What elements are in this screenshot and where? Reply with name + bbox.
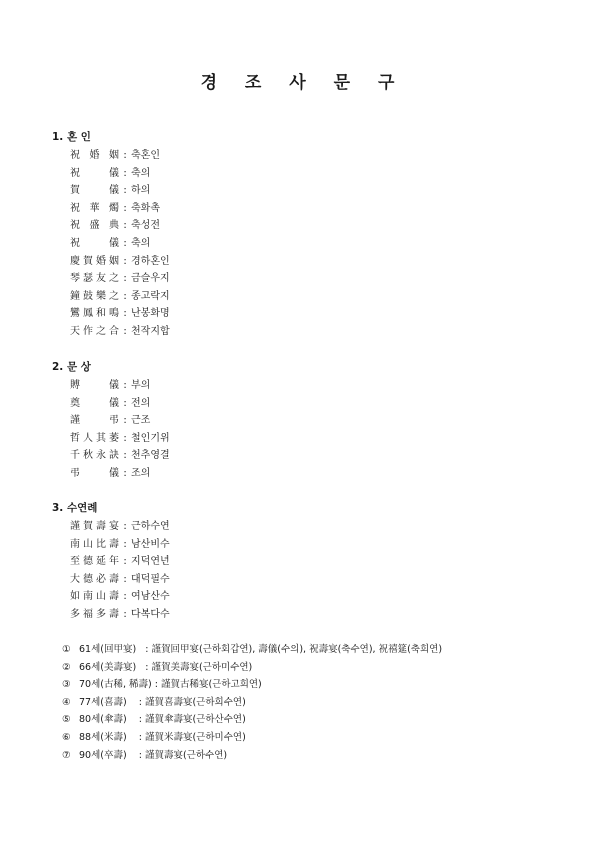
list-item [62,694,442,712]
list-item [62,711,442,729]
phrase-reading: 경하혼인 [131,255,170,267]
age-item-text: 80세(傘壽) : 謹賀傘壽宴(근하산수연) [79,714,246,726]
phrase-entry [52,395,170,413]
age-item-text: 90세(卒壽) : 謹賀壽宴(근하수연) [79,749,228,761]
separator: : [123,273,127,285]
circled-number: ⑦ [62,749,71,761]
phrase-reading: 대덕필수 [131,573,170,585]
list-item [62,729,442,747]
separator: : [123,220,127,232]
phrase-hanja: 慶賀婚姻 [70,255,119,267]
separator: : [123,237,127,249]
phrase-reading: 부의 [131,380,151,391]
phrase-entry [52,377,170,395]
separator: : [123,167,127,179]
separator: : [123,255,127,267]
age-item-text: 61세(回甲宴) : 謹賀回甲宴(근하회갑연), 壽儀(수의), 祝壽宴(축수연), 祝禧筵(축희연) [79,644,443,655]
phrase-entry [52,588,170,606]
phrase-reading: 축의 [131,237,151,249]
separator: : [123,397,127,409]
phrase-hanja: 祝儀 [70,167,119,179]
phrase-entry [52,606,170,624]
phrase-reading: 천작지합 [131,325,170,337]
age-item-text: 88세(米壽) : 謹賀米壽宴(근하미수연) [79,731,246,743]
phrase-entry [52,536,170,554]
section-wedding [52,128,170,341]
list-item [62,676,442,694]
phrase-hanja: 天作之合 [70,325,119,337]
phrase-entry [52,200,170,218]
phrase-reading: 종고락지 [131,290,170,302]
separator: : [123,308,127,320]
page-title: 경 조 사 문 구 [200,73,406,93]
separator: : [123,380,127,391]
circled-number: ② [62,661,71,673]
separator: : [123,591,127,603]
phrase-hanja: 如南山壽 [70,591,119,603]
separator: : [123,325,127,337]
section-heading: 2. 문 상 [52,361,91,373]
phrase-hanja: 賀儀 [70,185,119,197]
phrase-reading: 근조 [131,415,151,427]
separator: : [123,185,127,197]
phrase-hanja: 哲人其萎 [70,432,119,444]
phrase-hanja: 南山比壽 [70,538,119,550]
phrase-entry [52,182,170,200]
phrase-entry [52,305,170,323]
phrase-reading: 전의 [131,397,151,409]
separator: : [123,450,127,462]
phrase-hanja: 鸞鳳和鳴 [70,308,119,320]
phrase-entry [52,217,170,235]
phrase-hanja: 祝婚姻 [70,150,119,161]
phrase-hanja: 祝儀 [70,237,119,249]
circled-number: ④ [62,696,71,708]
phrase-entry [52,553,170,571]
phrase-hanja: 謹賀壽宴 [70,521,119,532]
phrase-reading: 근하수연 [131,521,170,532]
phrase-reading: 여남산수 [131,591,170,603]
separator: : [123,202,127,214]
phrase-reading: 축화촉 [131,202,160,214]
phrase-entry [52,412,170,430]
age-item-text: 66세(美壽宴) : 謹賀美壽宴(근하미수연) [79,661,253,673]
age-celebration-list [62,641,442,764]
section-condolence [52,358,170,483]
list-item [62,659,442,677]
phrase-entry [52,571,170,589]
phrase-reading: 하의 [131,185,151,197]
phrase-entry [52,147,170,165]
separator: : [123,608,127,620]
phrase-reading: 다복다수 [131,608,170,620]
phrase-entry [52,447,170,465]
phrase-reading: 축혼인 [131,150,160,161]
separator: : [123,556,127,568]
phrase-reading: 금슬우지 [131,273,170,285]
separator: : [123,573,127,585]
separator: : [123,521,127,532]
phrase-hanja: 多福多壽 [70,608,119,620]
section-longevity [52,499,170,624]
phrase-hanja: 祝盛典 [70,220,119,232]
phrase-reading: 축성전 [131,220,160,232]
phrase-entry [52,465,170,483]
phrase-hanja: 賻儀 [70,380,119,391]
separator: : [123,467,127,479]
phrase-entry [52,253,170,271]
separator: : [123,290,127,302]
separator: : [123,415,127,427]
phrase-entry [52,518,170,536]
phrase-entry [52,235,170,253]
separator: : [123,538,127,550]
phrase-hanja: 至德延年 [70,556,119,568]
section-heading: 1. 혼 인 [52,131,91,143]
phrase-hanja: 奠儀 [70,397,119,409]
age-item-text: 70세(古稀, 稀壽) : 謹賀古稀宴(근하고희연) [79,679,262,691]
phrase-entry [52,270,170,288]
phrase-reading: 축의 [131,167,151,179]
separator: : [123,432,127,444]
circled-number: ⑥ [62,731,71,743]
phrase-reading: 천추영결 [131,450,170,462]
circled-number: ① [62,644,71,655]
phrase-entry [52,165,170,183]
phrase-entry [52,288,170,306]
phrase-hanja: 弔儀 [70,467,119,479]
phrase-hanja: 大德必壽 [70,573,119,585]
phrase-reading: 남산비수 [131,538,170,550]
phrase-hanja: 鐘鼓樂之 [70,290,119,302]
circled-number: ③ [62,679,71,691]
list-item [62,641,442,659]
phrase-hanja: 祝華燭 [70,202,119,214]
phrase-entry [52,430,170,448]
phrase-entry [52,323,170,341]
phrase-hanja: 千秋永訣 [70,450,119,462]
circled-number: ⑤ [62,714,71,726]
phrase-reading: 철인기위 [131,432,170,444]
phrase-hanja: 琴瑟友之 [70,273,119,285]
phrase-hanja: 謹弔 [70,415,119,427]
phrase-reading: 지덕연년 [131,556,170,568]
section-heading: 3. 수연례 [52,502,98,514]
list-item [62,747,442,765]
phrase-reading: 조의 [131,467,151,479]
phrase-reading: 난봉화명 [131,308,170,320]
separator: : [123,150,127,161]
age-item-text: 77세(喜壽) : 謹賀喜壽宴(근하희수연) [79,696,246,708]
